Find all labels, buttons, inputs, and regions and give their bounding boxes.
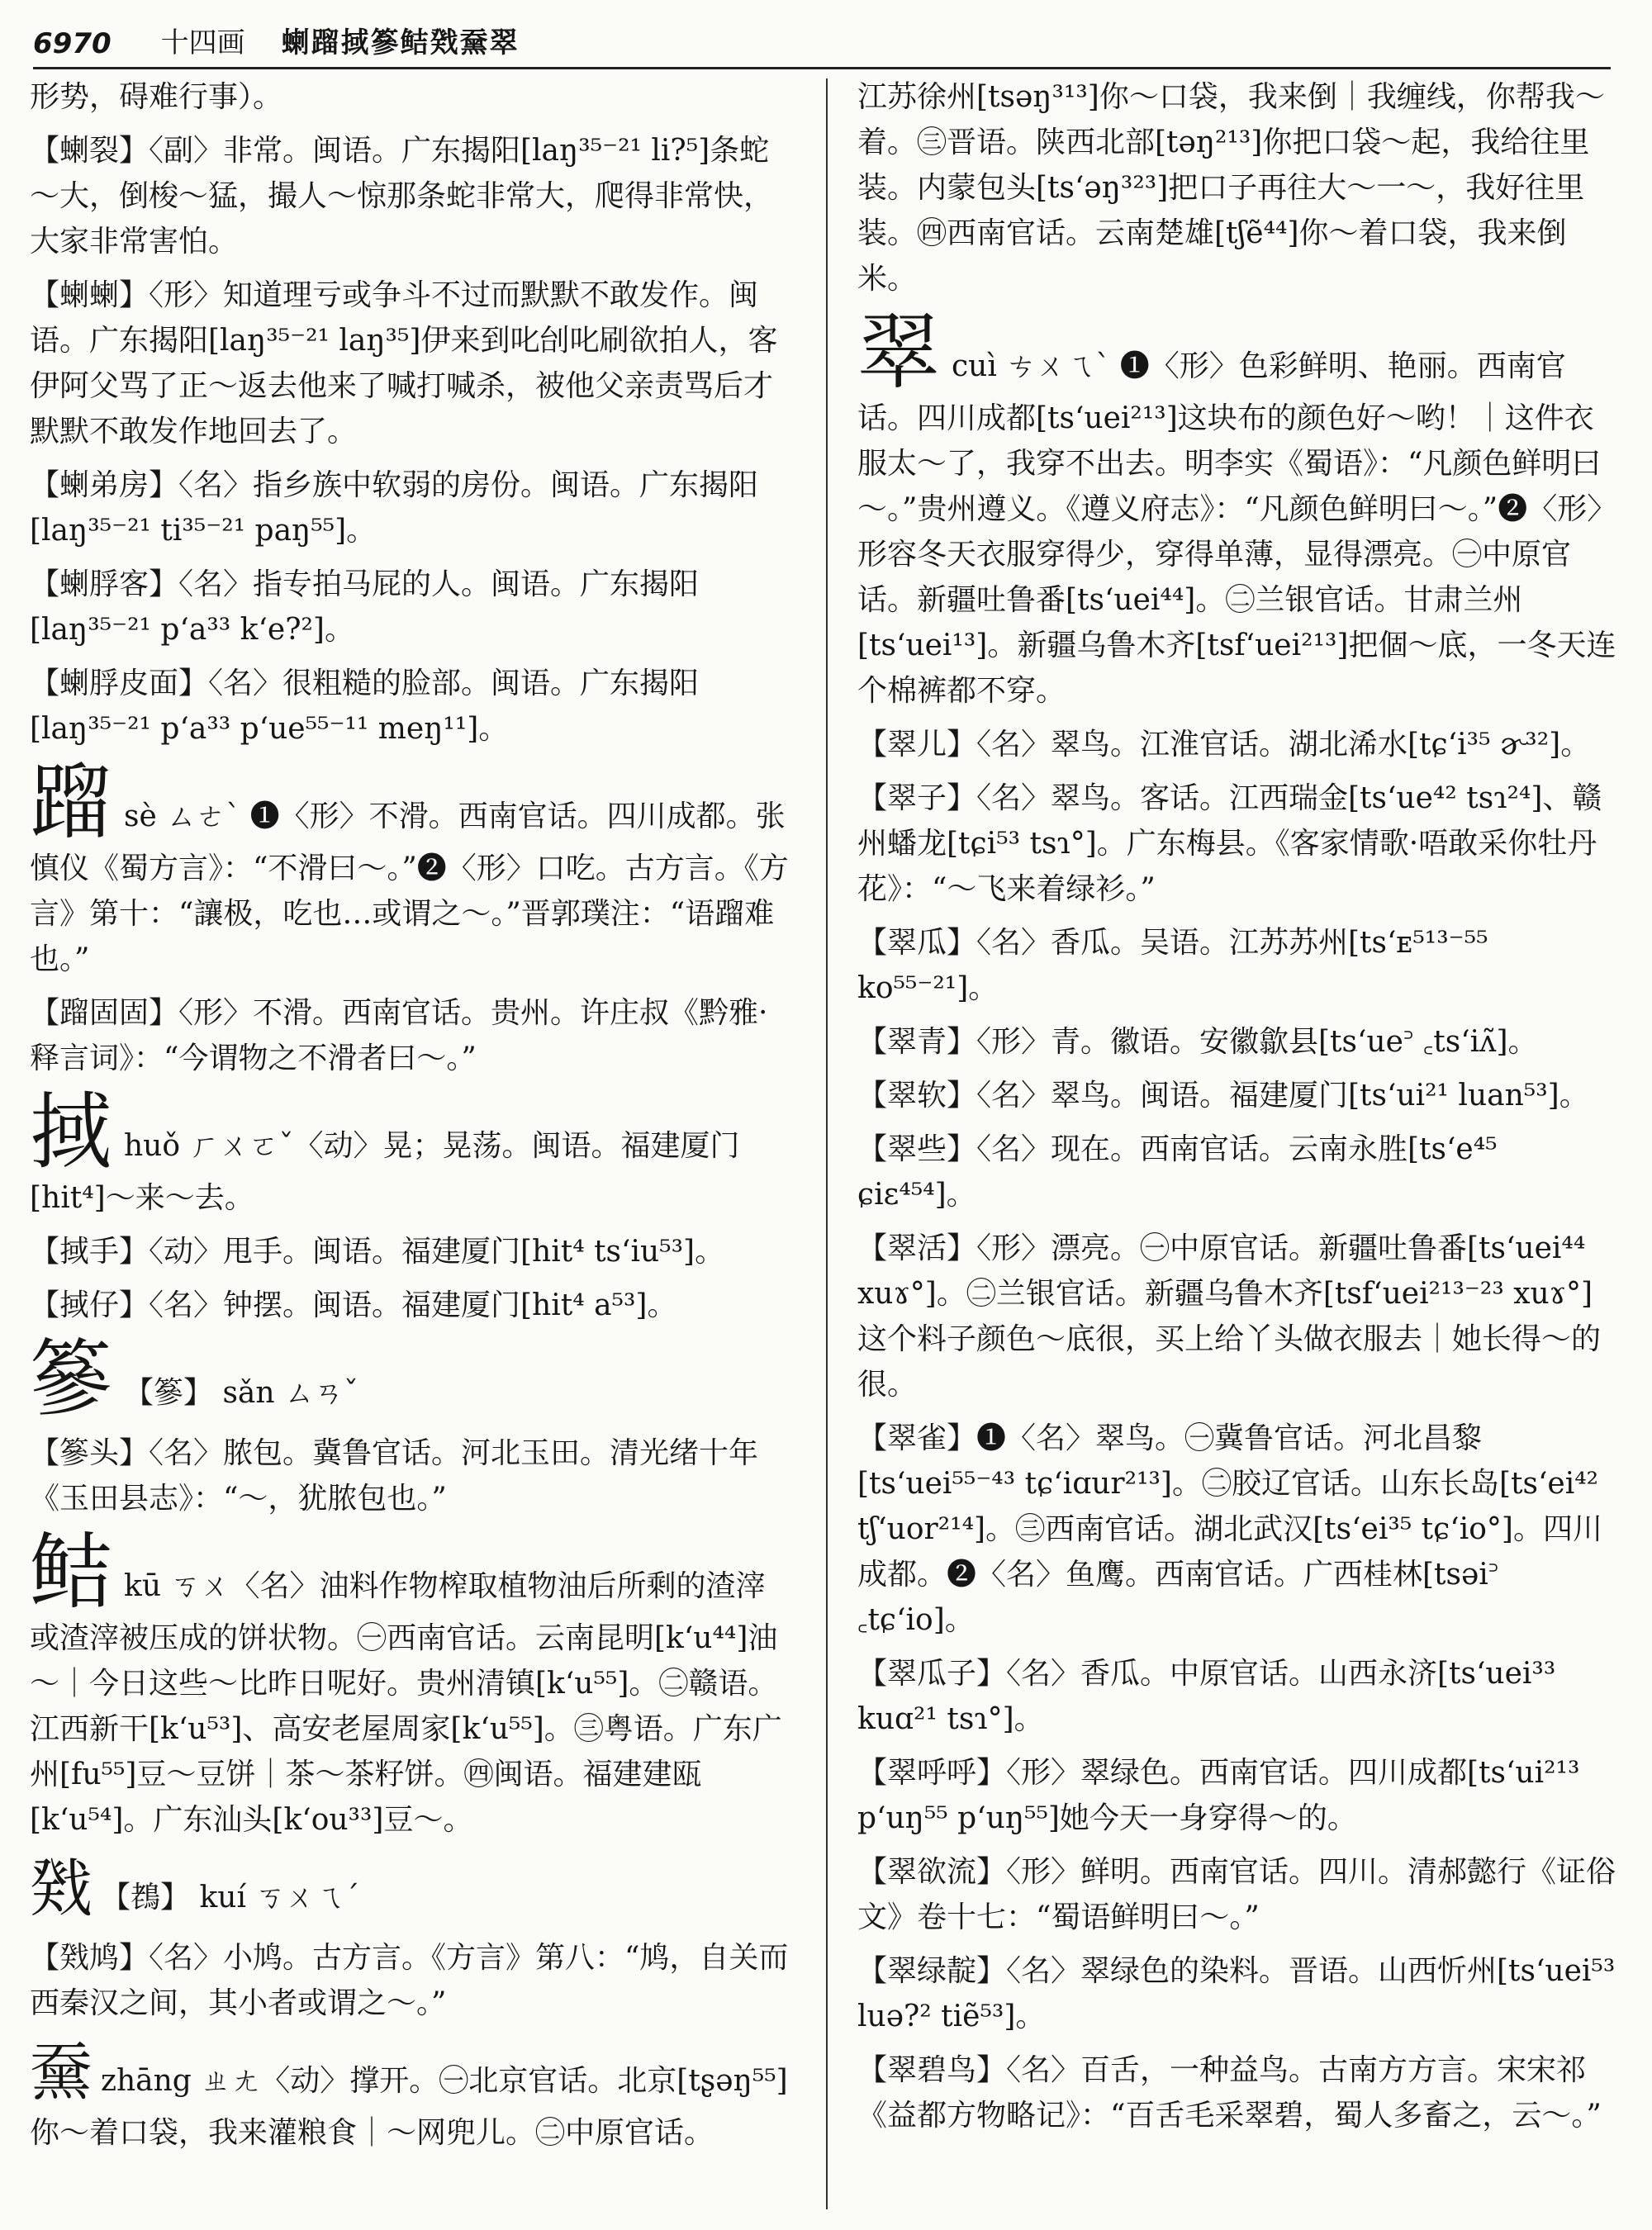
entry-text: zhāng ㄓㄤ〈动〉撑开。㊀北京官话。北京[tʂəŋ⁵⁵]你～着口袋，我来灌粮食｜～网兜儿。㊁中原官话。: [30, 2064, 788, 2150]
headword-character: 戣: [30, 1852, 93, 1925]
entry: 【翠活】〈形〉漂亮。㊀中原官话。新疆吐鲁番[ts‘uei⁴⁴ xuɤ°]。㊁兰银官话。新疆乌鲁木齐[tsf‘uei²¹³⁻²³ xuɤ°]这个料子颜色～底很，买上给丫头做衣服去｜她长得～的很。: [857, 1231, 1602, 1402]
entry-text: kū ㄎㄨ〈名〉油料作物榨取植物油后所剩的渣滓或渣滓被压成的饼状物。㊀西南官话。云南昆明[k‘u⁴⁴]油～｜今日这些～比昨日呢好。贵州清镇[k‘u⁵⁵]。㊁赣语。江西新干[k‘u⁵³]、高安老屋周家[k‘u⁵⁵]。㊂粤语。广东广州[fu⁵⁵]豆～豆饼｜茶～茶籽饼。㊃闽语。福建建瓯[k‘u⁵⁴]。广东汕头[k‘ou³³]豆～。: [30, 1569, 782, 1837]
entry-continuation: 形势，碍难行事）。: [30, 80, 283, 114]
headword-character: 鲒: [30, 1524, 112, 1620]
head-entry: [30, 1084, 794, 1221]
entry: 【蝲脬客】〈名〉指专拍马屁的人。闽语。广东揭阳[laŋ³⁵⁻²¹ p‘a³³ k‘e?²]。: [30, 567, 700, 647]
entry: 【蝲脬皮面】〈名〉很粗糙的脸部。闽语。广东揭阳[laŋ³⁵⁻²¹ p‘a³³ p‘ue⁵⁵⁻¹¹ meŋ¹¹]。: [30, 667, 700, 746]
headword-character: 掝: [30, 1084, 112, 1180]
head-entry: [30, 1331, 794, 1427]
entry: 【翠绿靛】〈名〉翠绿色的染料。晋语。山西忻州[ts‘uei⁵³ luə?² tiẽ⁵³]。: [857, 1954, 1616, 2033]
head-entry: [30, 1524, 794, 1843]
entry: 【翠儿】〈名〉翠鸟。江淮官话。湖北浠水[tɕ‘i³⁵ ɚ³²]。: [857, 728, 1591, 762]
entry-text: huǒ ㄏㄨㄛˇ〈动〉晃；晃荡。闽语。福建厦门[hit⁴]～来～去。: [30, 1129, 740, 1215]
entry: 【篸头】〈名〉脓包。冀鲁官话。河北玉田。清光绪十年《玉田县志》：“～，犹脓包也。”: [30, 1436, 759, 1516]
entry: 【翠呼呼】〈形〉翠绿色。西南官话。四川成都[ts‘ui²¹³ p‘uŋ⁵⁵ p‘uŋ⁵⁵]她今天一身穿得～的。: [857, 1756, 1580, 1835]
headword-character: 蹓: [30, 754, 112, 851]
entry: 【翠瓜】〈名〉香瓜。吴语。江苏苏州[ts‘ᴇ⁵¹³⁻⁵⁵ ko⁵⁵⁻²¹]。: [857, 926, 1488, 1005]
entry-text: sè ㄙㄜˋ ❶〈形〉不滑。西南官话。四川成都。张慎仪《蜀方言》：“不滑曰～。”❷〈形〉口吃。古方言。《方言》第十：“讓极，吃也…或谓之～。”晋郭璞注：“语蹓难也。”: [30, 799, 789, 976]
entry: 【翠欲流】〈形〉鲜明。西南官话。四川。清郝懿行《证俗文》卷十七：“蜀语鲜明曰～。”: [857, 1855, 1616, 1934]
entry-text: cuì ㄘㄨㄟˋ ❶〈形〉色彩鲜明、艳丽。西南官话。四川成都[ts‘uei²¹³]这块布的颜色好～哟！｜这件衣服太～了，我穿不出去。明李实《蜀语》：“凡颜色鲜明曰～。”贵州遵义。《遵义府志》：“凡颜色鲜明曰～。”❷〈形〉形容冬天衣服穿得少，穿得单薄，显得漂亮。㊀中原官话。新疆吐鲁番[ts‘uei⁴⁴]。㊁兰银官话。甘肃兰州[ts‘uei¹³]。新疆乌鲁木齐[tsf‘uei²¹³]把個～底，一冬天连个棉裤都不穿。: [857, 349, 1617, 708]
entry: 【蝲裂】〈副〉非常。闽语。广东揭阳[laŋ³⁵⁻²¹ li?⁵]条蛇～大，倒梭～猛，撮人～惊那条蛇非常大，爬得非常快，大家非常害怕。: [30, 134, 774, 259]
entry: 【戣鸠】〈名〉小鸠。古方言。《方言》第八：“鸠，自关而西秦汉之间，其小者或谓之～。”: [30, 1941, 789, 2020]
head-entry: [30, 754, 794, 982]
entry: 【翠青】〈形〉青。徽语。安徽歙县[ts‘ue꜄ ꜀ts‘iʌ̃]。: [857, 1025, 1538, 1059]
headword-character: 篸: [30, 1331, 112, 1427]
header-characters: 蝲蹓掝篸鲒戣䵡翠: [281, 26, 520, 59]
entry: 【翠些】〈名〉现在。西南官话。云南永胜[ts‘e⁴⁵ ɕiɛ⁴⁵⁴]。: [857, 1132, 1498, 1212]
entry: 【翠碧鸟】〈名〉百舌，一种益鸟。古南方方言。宋宋祁《益都方物略记》：“百舌毛采翠碧，蜀人多畜之，云～。”: [857, 2053, 1602, 2133]
entry: 【掝手】〈动〉甩手。闽语。福建厦门[hit⁴ ts‘iu⁵³]。: [30, 1235, 725, 1269]
entry: 【蝲弟房】〈名〉指乡族中软弱的房份。闽语。广东揭阳[laŋ³⁵⁻²¹ ti³⁵⁻²¹ paŋ⁵⁵]。: [30, 468, 759, 548]
entry: 【翠软】〈名〉翠鸟。闽语。福建厦门[ts‘ui²¹ luan⁵³]。: [857, 1079, 1589, 1113]
headword-character: 䵡: [30, 2035, 93, 2109]
entry: 【翠雀】❶〈名〉翠鸟。㊀冀鲁官话。河北昌黎[ts‘uei⁵⁵⁻⁴³ tɕ‘iɑur²¹³]。㊁胶辽官话。山东长岛[ts‘ei⁴² tʃ‘uor²¹⁴]。㊂西南官话。湖北武汉[ts‘ei³⁵ tɕ‘io°]。四川成都。❷〈名〉鱼鹰。西南官话。广西桂林[tsəi꜄ ꜀tɕ‘io]。: [857, 1421, 1602, 1637]
page-number: 6970: [33, 27, 112, 60]
entry-text: 【篸】 sǎn ㄙㄢˇ: [124, 1376, 359, 1410]
entry-continuation: 江苏徐州[tsəŋ³¹³]你～口袋，我来倒｜我缠线，你帮我～着。㊂晋语。陕西北部[təŋ²¹³]你把口袋～起，我给往里装。内蒙包头[ts‘əŋ³²³]把口子再往大～一～，我好往里装。㊃西南官话。云南楚雄[tʃẽ⁴⁴]你～着口袋，我来倒米。: [857, 80, 1605, 296]
page-header: [33, 18, 1611, 69]
headword-character: 翠: [857, 304, 940, 401]
stroke-count: 十四画: [160, 26, 245, 59]
entry: 【翠子】〈名〉翠鸟。客话。江西瑞金[ts‘ue⁴² tsɿ²⁴]、赣州蟠龙[tɕi⁵³ tsɿ°]。广东梅县。《客家情歌·唔敢采你牡丹花》：“～飞来着绿衫。”: [857, 781, 1602, 906]
entry: 【蹓固固】〈形〉不滑。西南官话。贵州。许庄叔《黔雅·释言词》：“今谓物之不滑者曰～。”: [30, 996, 768, 1075]
right-column: [857, 74, 1621, 2213]
column-divider: [826, 78, 828, 2209]
entry: 【翠瓜子】〈名〉香瓜。中原官话。山西永济[ts‘uei³³ kuɑ²¹ tsɿ°]。: [857, 1657, 1556, 1736]
entry: 【掝仔】〈名〉钟摆。闽语。福建厦门[hit⁴ a⁵³]。: [30, 1288, 677, 1322]
head-entry: [30, 1851, 794, 1927]
head-entry: [30, 2034, 794, 2156]
entry: 【蝲蝲】〈形〉知道理亏或争斗不过而默默不敢发作。闽语。广东揭阳[laŋ³⁵⁻²¹ laŋ³⁵]伊来到叱刣叱刷欲拍人，客伊阿父骂了正～返去他来了喊打喊杀，被他父亲责骂后才默默不敢发作地回去了。: [30, 278, 778, 448]
head-entry: [857, 304, 1621, 714]
left-column: [30, 74, 794, 2213]
entry-text: 【䳓】 kuí ㄎㄨㄟˊ: [101, 1881, 360, 1914]
